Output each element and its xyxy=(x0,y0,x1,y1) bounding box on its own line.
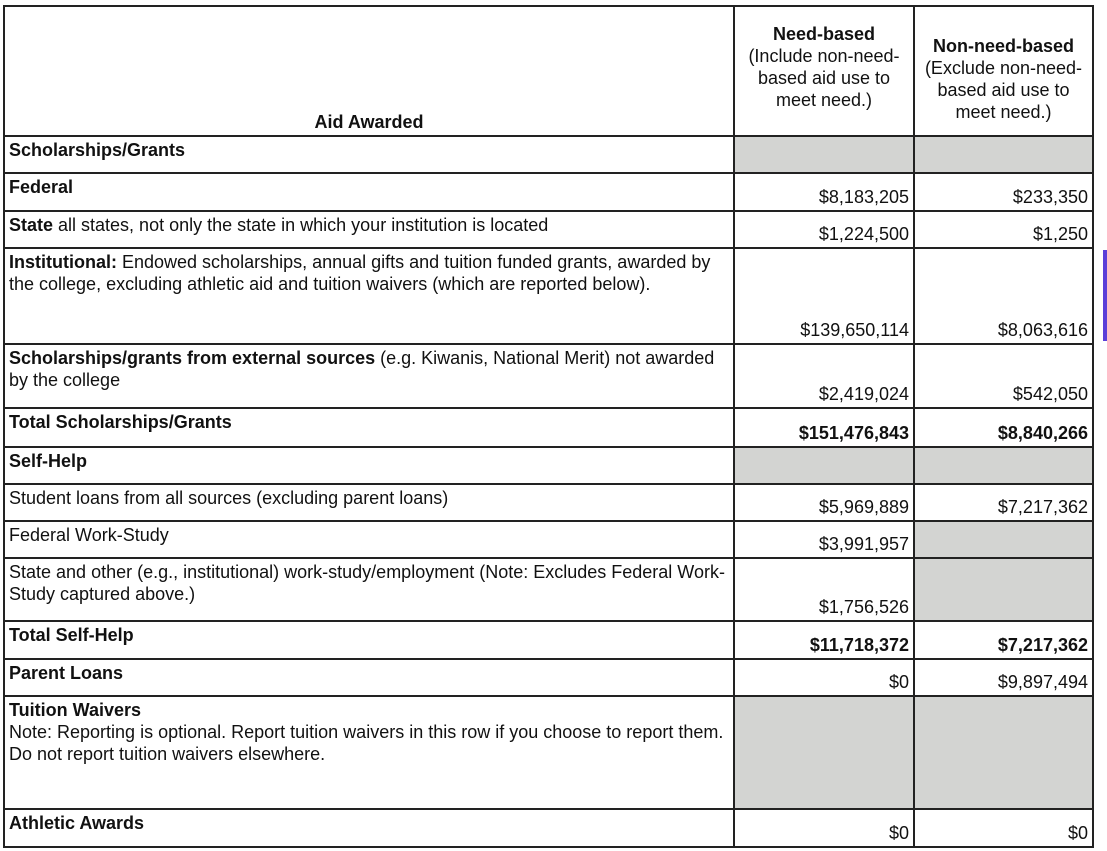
table-row xyxy=(4,659,1093,696)
need-cell-empty[interactable] xyxy=(734,136,914,173)
table-row xyxy=(4,809,1093,847)
table-row xyxy=(4,248,1093,344)
need-value[interactable]: $3,991,957 xyxy=(734,521,914,558)
need-value[interactable]: $1,756,526 xyxy=(734,558,914,621)
need-value[interactable]: $1,224,500 xyxy=(734,211,914,248)
row-label-bold: Self-Help xyxy=(9,451,88,471)
row-label xyxy=(4,621,734,659)
need-value[interactable]: $139,650,114 xyxy=(734,248,914,344)
non-need-based-header xyxy=(914,6,1093,136)
row-label-text: Endowed scholarships, annual gifts and tuition funded grants, awarded by the college, excluding athletic aid and tuition waivers (which are reported below). xyxy=(9,252,711,294)
row-label-bold: Scholarships/Grants xyxy=(9,140,186,160)
nonneed-value[interactable]: $8,063,616 xyxy=(914,248,1093,344)
need-based-title: Need-based xyxy=(772,24,876,44)
aid-awarded-header xyxy=(4,6,734,136)
row-label xyxy=(4,344,734,408)
row-label xyxy=(4,211,734,248)
nonneed-cell-empty[interactable] xyxy=(914,521,1093,558)
table-row xyxy=(4,173,1093,211)
table-row xyxy=(4,344,1093,408)
need-value[interactable]: $5,969,889 xyxy=(734,484,914,521)
table-row xyxy=(4,408,1093,447)
row-label-bold: Institutional: xyxy=(9,252,117,272)
table-row xyxy=(4,211,1093,248)
need-value[interactable]: $0 xyxy=(734,659,914,696)
need-value[interactable]: $151,476,843 xyxy=(734,408,914,447)
table-row xyxy=(4,447,1093,484)
row-label-text: Federal Work-Study xyxy=(9,525,169,545)
row-label-text: all states, not only the state in which your institution is located xyxy=(53,215,549,235)
row-label-text: (e.g. Kiwanis, National Merit) not awarded by the college xyxy=(9,348,715,390)
non-need-based-title: Non-need-based xyxy=(932,36,1074,56)
row-label xyxy=(4,408,734,447)
need-value[interactable]: $8,183,205 xyxy=(734,173,914,211)
non-need-based-note: (Exclude non-need-based aid use to meet need.) xyxy=(924,58,1083,122)
row-label xyxy=(4,659,734,696)
need-based-note: (Include non-need-based aid use to meet need.) xyxy=(748,46,900,110)
row-label xyxy=(4,558,734,621)
nonneed-value[interactable]: $0 xyxy=(914,809,1093,847)
table-row xyxy=(4,621,1093,659)
row-label-text: State and other (e.g., institutional) work-study/employment (Note: Excludes Federal Work-Study captured above.) xyxy=(9,562,725,604)
header-row xyxy=(4,6,1093,136)
nonneed-value[interactable]: $7,217,362 xyxy=(914,484,1093,521)
nonneed-value[interactable]: $8,840,266 xyxy=(914,408,1093,447)
nonneed-value[interactable]: $7,217,362 xyxy=(914,621,1093,659)
nonneed-cell-empty[interactable] xyxy=(914,558,1093,621)
selection-marker xyxy=(1103,250,1107,341)
row-label xyxy=(4,248,734,344)
row-label-text: Note: Reporting is optional. Report tuition waivers in this row if you choose to report them. Do not report tuition waivers elsewhere. xyxy=(9,722,724,764)
need-based-header xyxy=(734,6,914,136)
row-label-bold: Federal xyxy=(9,177,74,197)
need-value[interactable]: $2,419,024 xyxy=(734,344,914,408)
table-row xyxy=(4,136,1093,173)
row-label xyxy=(4,136,734,173)
row-label xyxy=(4,521,734,558)
row-label-text: Student loans from all sources (excluding parent loans) xyxy=(9,488,449,508)
need-value[interactable]: $11,718,372 xyxy=(734,621,914,659)
nonneed-value[interactable]: $9,897,494 xyxy=(914,659,1093,696)
row-label-bold: State xyxy=(9,215,54,235)
need-cell-empty[interactable] xyxy=(734,696,914,809)
row-label-bold: Total Self-Help xyxy=(9,625,134,645)
table-row xyxy=(4,484,1093,521)
aid-awarded-table xyxy=(3,5,1094,848)
table-row xyxy=(4,558,1093,621)
nonneed-cell-empty[interactable] xyxy=(914,447,1093,484)
need-value[interactable]: $0 xyxy=(734,809,914,847)
nonneed-value[interactable]: $233,350 xyxy=(914,173,1093,211)
row-label-bold: Total Scholarships/Grants xyxy=(9,412,232,432)
row-label xyxy=(4,447,734,484)
row-label-bold: Tuition Waivers xyxy=(9,700,142,720)
table-row xyxy=(4,521,1093,558)
row-label xyxy=(4,484,734,521)
aid-awarded-label: Aid Awarded xyxy=(314,112,424,132)
row-label-bold: Parent Loans xyxy=(9,663,124,683)
table-row xyxy=(4,696,1093,809)
row-label xyxy=(4,696,734,809)
nonneed-value[interactable]: $1,250 xyxy=(914,211,1093,248)
nonneed-value[interactable]: $542,050 xyxy=(914,344,1093,408)
row-label xyxy=(4,809,734,847)
row-label xyxy=(4,173,734,211)
nonneed-cell-empty[interactable] xyxy=(914,136,1093,173)
nonneed-cell-empty[interactable] xyxy=(914,696,1093,809)
row-label-bold: Scholarships/grants from external sources xyxy=(9,348,376,368)
need-cell-empty[interactable] xyxy=(734,447,914,484)
row-label-bold: Athletic Awards xyxy=(9,813,145,833)
